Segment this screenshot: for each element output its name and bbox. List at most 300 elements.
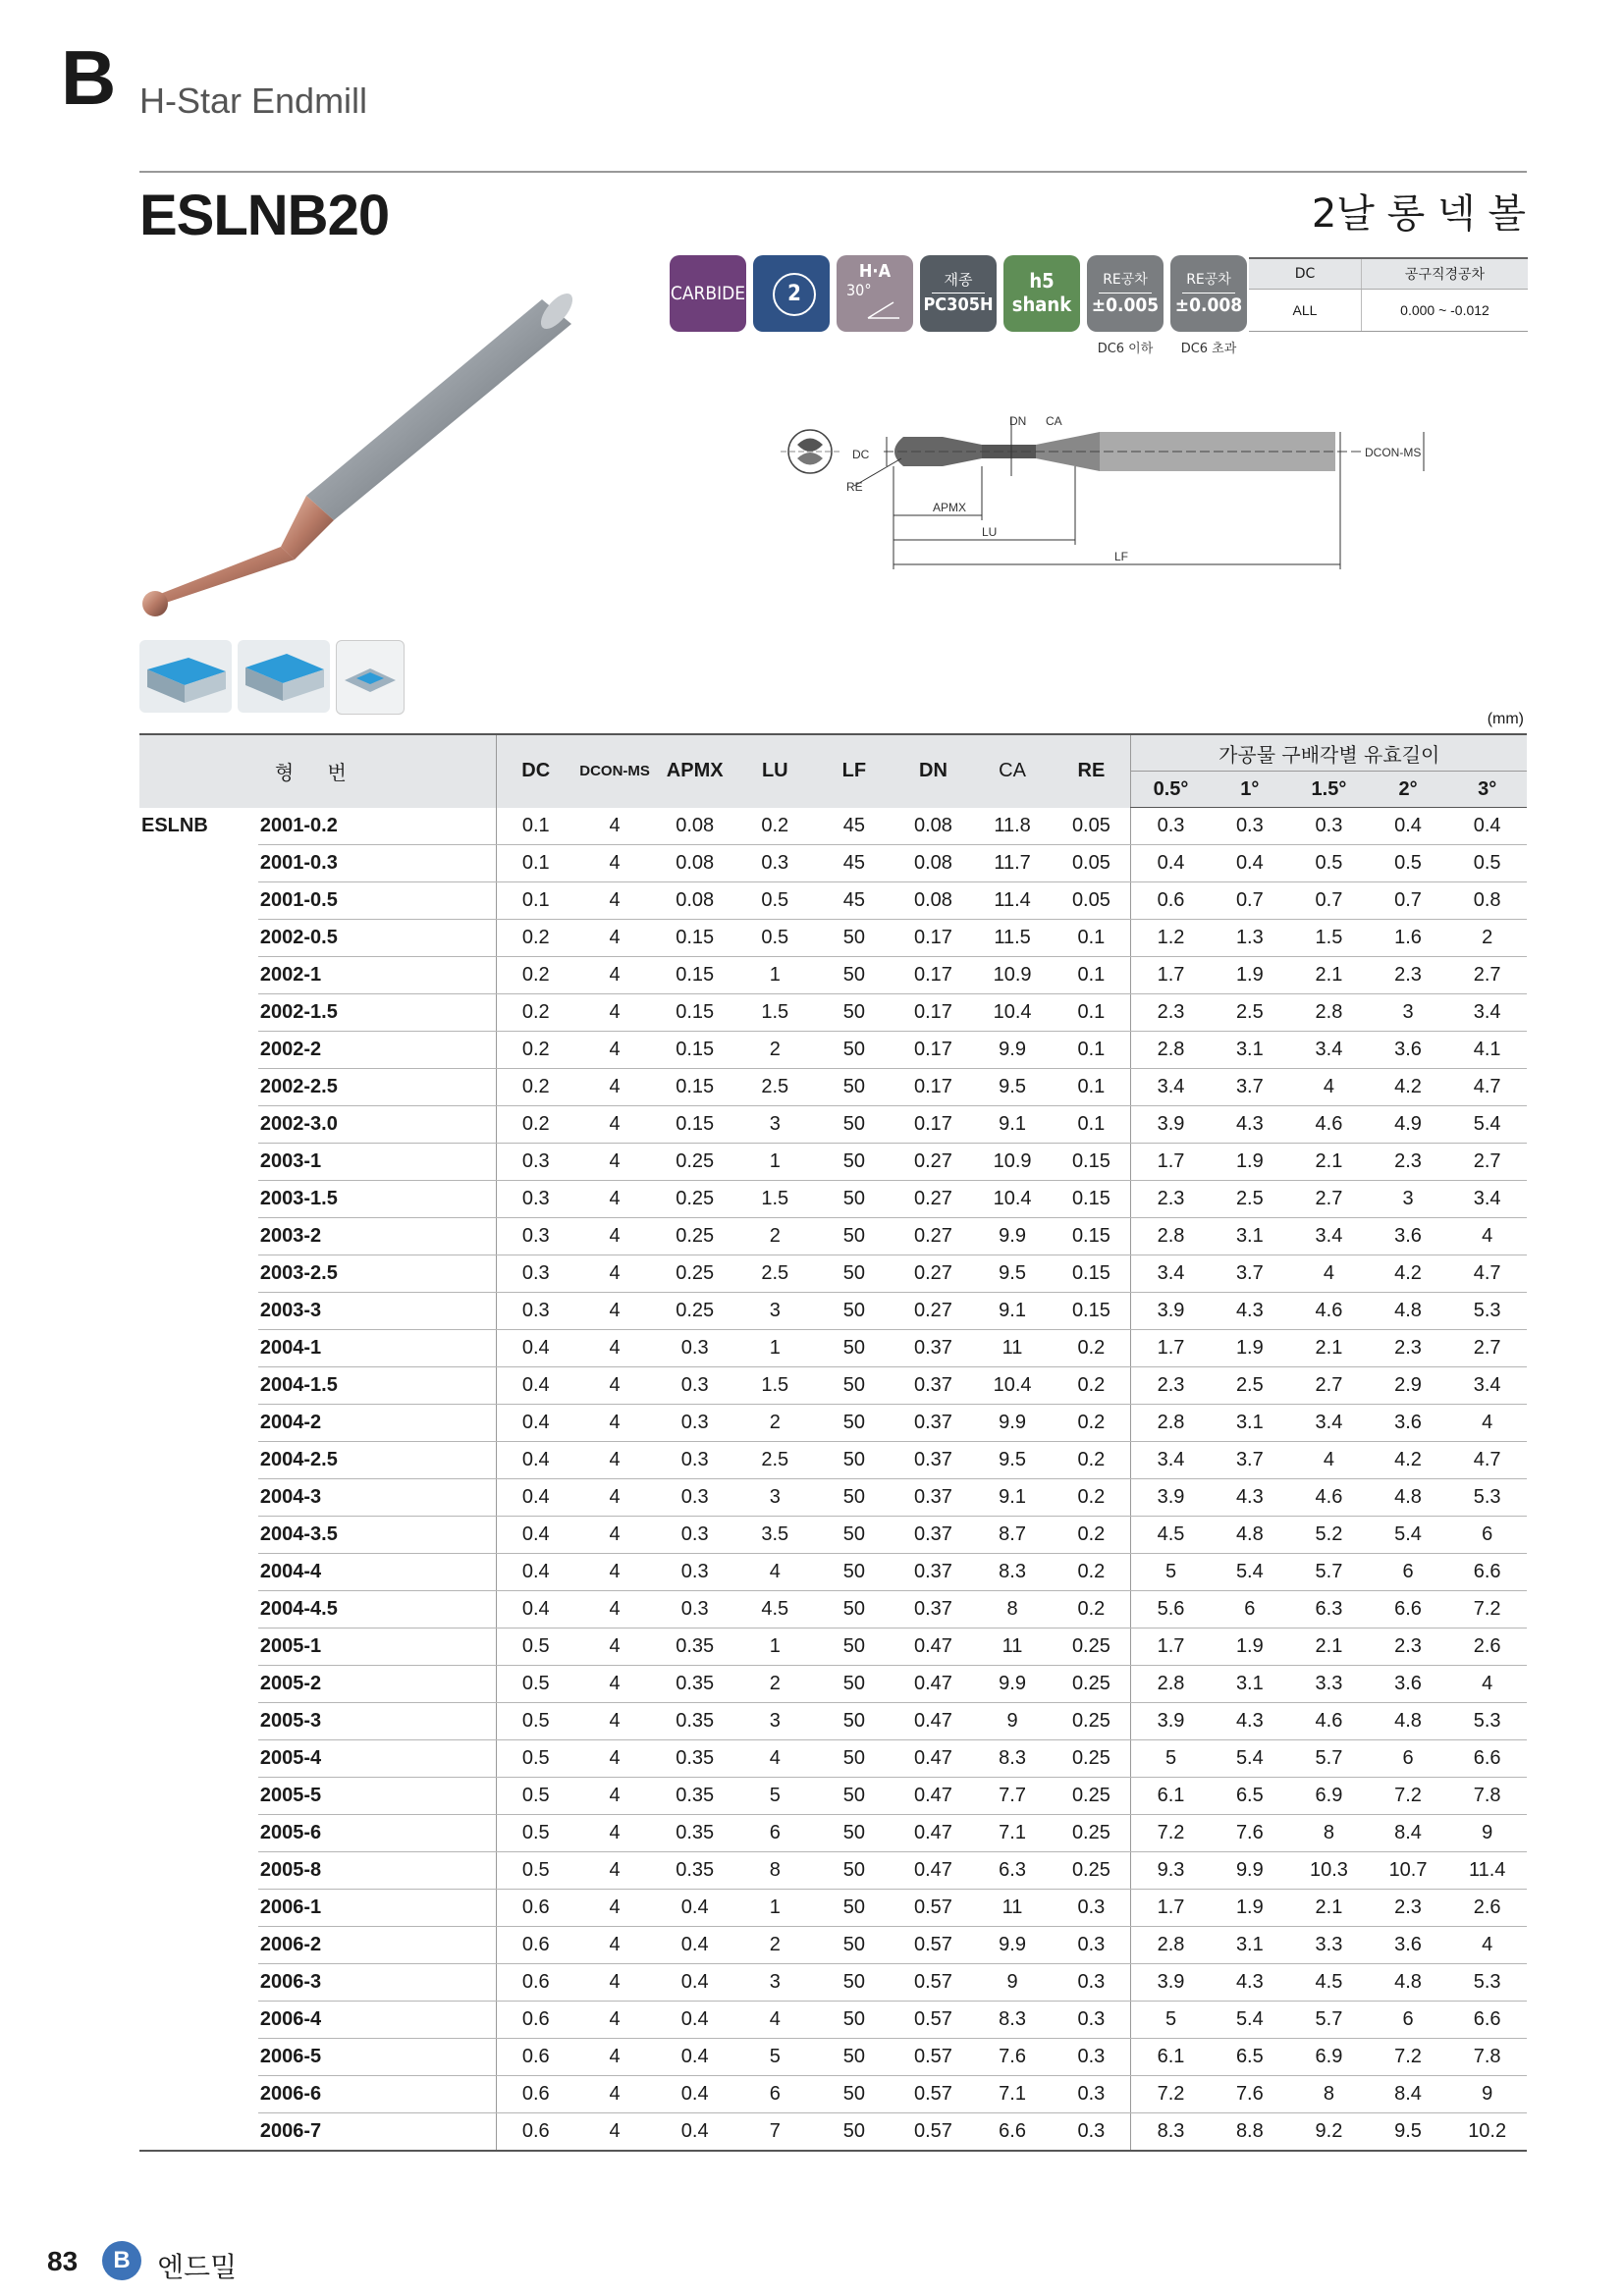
table-cell: 50	[815, 1106, 894, 1144]
table-cell: 8.4	[1369, 1815, 1448, 1852]
model-code: 2006-1	[258, 1890, 496, 1927]
table-cell: 0.3	[654, 1479, 735, 1517]
table-row	[139, 1778, 1527, 1815]
table-cell: 0.08	[893, 845, 973, 882]
table-cell: 0.15	[1052, 1218, 1131, 1255]
diagram-label-re: RE	[846, 480, 863, 494]
table-cell: 4	[1289, 1069, 1369, 1106]
table-cell: 0.08	[654, 808, 735, 845]
table-cell: 8.3	[973, 1740, 1053, 1778]
table-cell: 4	[575, 1815, 655, 1852]
table-cell: 0.3	[1052, 2076, 1131, 2113]
table-row	[139, 1255, 1527, 1293]
table-cell: 0.4	[496, 1591, 575, 1629]
table-cell: 2.3	[1369, 1890, 1448, 1927]
table-cell: 2.5	[735, 1255, 815, 1293]
table-row	[139, 882, 1527, 920]
table-cell: 0.2	[1052, 1405, 1131, 1442]
table-cell: 0.25	[1052, 1852, 1131, 1890]
table-cell: 2.3	[1369, 957, 1448, 994]
table-cell: 6.9	[1289, 2039, 1369, 2076]
table-row	[139, 1442, 1527, 1479]
model-prefix	[139, 845, 258, 882]
table-row	[139, 2039, 1527, 2076]
table-cell: 3.3	[1289, 1666, 1369, 1703]
table-cell: 2.3	[1369, 1330, 1448, 1367]
table-cell: 5.7	[1289, 1554, 1369, 1591]
model-prefix	[139, 1890, 258, 1927]
table-cell: 10.4	[973, 994, 1053, 1032]
table-cell: 2.3	[1369, 1629, 1448, 1666]
model-code: 2006-3	[258, 1964, 496, 2002]
table-cell: 0.25	[1052, 1778, 1131, 1815]
table-cell: 5.4	[1447, 1106, 1527, 1144]
table-cell: 0.25	[1052, 1629, 1131, 1666]
table-cell: 0.57	[893, 2113, 973, 2152]
table-cell: 2.8	[1131, 1405, 1211, 1442]
table-cell: 3.9	[1131, 1703, 1211, 1740]
table-cell: 7.6	[1211, 1815, 1290, 1852]
table-cell: 4.5	[1131, 1517, 1211, 1554]
table-cell: 4	[735, 2002, 815, 2039]
table-cell: 0.4	[654, 2002, 735, 2039]
table-cell: 0.08	[654, 845, 735, 882]
header-model: 형 번	[139, 734, 496, 808]
table-cell: 4.3	[1211, 1964, 1290, 2002]
table-cell: 6.9	[1289, 1778, 1369, 1815]
table-cell: 0.3	[496, 1293, 575, 1330]
table-row	[139, 845, 1527, 882]
table-cell: 6	[735, 2076, 815, 2113]
table-cell: 4	[575, 2002, 655, 2039]
table-cell: 0.47	[893, 1815, 973, 1852]
table-cell: 2.3	[1131, 1181, 1211, 1218]
table-cell: 0.1	[496, 845, 575, 882]
table-cell: 4	[575, 1479, 655, 1517]
table-cell: 0.08	[893, 808, 973, 845]
table-cell: 4.1	[1447, 1032, 1527, 1069]
table-cell: 9.9	[973, 1405, 1053, 1442]
unit-label: (mm)	[1487, 711, 1524, 727]
model-prefix	[139, 1405, 258, 1442]
table-cell: 50	[815, 1964, 894, 2002]
table-cell: 0.27	[893, 1293, 973, 1330]
dimension-diagram	[776, 407, 1453, 584]
table-cell: 0.25	[654, 1218, 735, 1255]
table-cell: 50	[815, 1703, 894, 1740]
table-cell: 4.8	[1369, 1964, 1448, 2002]
table-cell: 4	[575, 957, 655, 994]
table-cell: 50	[815, 1293, 894, 1330]
table-row	[139, 1554, 1527, 1591]
table-row	[139, 1890, 1527, 1927]
table-cell: 4	[575, 1554, 655, 1591]
table-cell: 4	[575, 2076, 655, 2113]
table-cell: 4	[1289, 1255, 1369, 1293]
header-apmx: APMX	[654, 734, 735, 808]
section-circle-badge: B	[102, 2241, 141, 2280]
model-prefix	[139, 1442, 258, 1479]
table-cell: 4	[575, 1703, 655, 1740]
table-cell: 0.17	[893, 957, 973, 994]
table-row	[139, 957, 1527, 994]
table-row	[139, 1815, 1527, 1852]
table-cell: 0.2	[496, 1032, 575, 1069]
table-cell: 0.37	[893, 1517, 973, 1554]
tol-header-tolerance: 공구직경공차	[1362, 258, 1529, 290]
table-cell: 4	[575, 1517, 655, 1554]
table-cell: 50	[815, 957, 894, 994]
table-row	[139, 1703, 1527, 1740]
table-cell: 0.37	[893, 1554, 973, 1591]
table-cell: 0.37	[893, 1405, 973, 1442]
model-prefix	[139, 1218, 258, 1255]
model-code: 2003-1.5	[258, 1181, 496, 1218]
table-cell: 50	[815, 1181, 894, 1218]
table-cell: 0.3	[654, 1367, 735, 1405]
table-cell: 3.9	[1131, 1106, 1211, 1144]
table-cell: 5.3	[1447, 1479, 1527, 1517]
model-prefix	[139, 1144, 258, 1181]
table-cell: 0.3	[654, 1517, 735, 1554]
model-code: 2002-0.5	[258, 920, 496, 957]
table-cell: 5.2	[1289, 1517, 1369, 1554]
table-cell: 0.5	[496, 1852, 575, 1890]
model-prefix	[139, 957, 258, 994]
table-row	[139, 1740, 1527, 1778]
table-cell: 1	[735, 1330, 815, 1367]
table-cell: 0.17	[893, 1032, 973, 1069]
table-cell: 0.47	[893, 1629, 973, 1666]
table-cell: 0.27	[893, 1218, 973, 1255]
table-cell: 4.8	[1369, 1479, 1448, 1517]
table-cell: 0.3	[1052, 2039, 1131, 2076]
table-cell: 0.1	[1052, 957, 1131, 994]
page-number: 83	[47, 2246, 79, 2276]
table-cell: 0.3	[496, 1255, 575, 1293]
spec-table	[139, 733, 1527, 2152]
table-cell: 4	[575, 1778, 655, 1815]
model-code: 2004-4.5	[258, 1591, 496, 1629]
header-dcon: DCON-MS	[575, 734, 655, 808]
endmill-product-image	[137, 280, 589, 633]
table-cell: 10.4	[973, 1181, 1053, 1218]
table-cell: 0.37	[893, 1442, 973, 1479]
table-cell: 5	[735, 2039, 815, 2076]
table-cell: 0.5	[1369, 845, 1448, 882]
helix-badge	[837, 255, 913, 332]
table-cell: 50	[815, 1032, 894, 1069]
re-tolerance-badge-small	[1087, 255, 1164, 332]
table-cell: 0.35	[654, 1703, 735, 1740]
table-cell: 0.47	[893, 1740, 973, 1778]
table-cell: 7.2	[1369, 2039, 1448, 2076]
table-cell: 4	[575, 882, 655, 920]
model-prefix	[139, 1293, 258, 1330]
table-cell: 50	[815, 920, 894, 957]
table-cell: 4	[575, 1852, 655, 1890]
table-cell: 0.3	[654, 1405, 735, 1442]
table-cell: 10.7	[1369, 1852, 1448, 1890]
model-prefix	[139, 1554, 258, 1591]
table-cell: 0.2	[1052, 1479, 1131, 1517]
header-dc: DC	[496, 734, 575, 808]
table-cell: 4	[575, 1591, 655, 1629]
table-cell: 5.4	[1211, 1554, 1290, 1591]
table-cell: 2.5	[1211, 1367, 1290, 1405]
table-cell: 4	[575, 1106, 655, 1144]
table-cell: 3.4	[1289, 1032, 1369, 1069]
table-cell: 0.3	[1052, 2002, 1131, 2039]
table-cell: 0.5	[496, 1629, 575, 1666]
table-cell: 0.47	[893, 1778, 973, 1815]
table-cell: 50	[815, 1740, 894, 1778]
table-cell: 0.47	[893, 1703, 973, 1740]
table-cell: 3	[735, 1703, 815, 1740]
table-cell: 2.1	[1289, 957, 1369, 994]
table-cell: 1.6	[1369, 920, 1448, 957]
table-cell: 4	[575, 1442, 655, 1479]
table-cell: 0.57	[893, 1927, 973, 1964]
table-cell: 0.15	[1052, 1181, 1131, 1218]
model-prefix	[139, 1330, 258, 1367]
table-cell: 3.4	[1131, 1069, 1211, 1106]
model-prefix	[139, 2076, 258, 2113]
header-lu: LU	[735, 734, 815, 808]
table-cell: 2.6	[1447, 1629, 1527, 1666]
table-cell: 9.5	[973, 1069, 1053, 1106]
table-cell: 50	[815, 1218, 894, 1255]
table-cell: 0.4	[496, 1442, 575, 1479]
table-cell: 4.3	[1211, 1703, 1290, 1740]
table-cell: 0.3	[496, 1218, 575, 1255]
table-cell: 11.5	[973, 920, 1053, 957]
table-cell: 1.5	[735, 1181, 815, 1218]
coating-label: 재종	[944, 271, 973, 289]
table-cell: 4	[575, 1181, 655, 1218]
table-cell: 2	[1447, 920, 1527, 957]
model-code: 2003-1	[258, 1144, 496, 1181]
header-dn: DN	[893, 734, 973, 808]
table-cell: 4	[575, 1255, 655, 1293]
flute-badge	[753, 255, 830, 332]
model-code: 2003-2	[258, 1218, 496, 1255]
table-cell: 50	[815, 2113, 894, 2152]
re1-label: RE공차	[1103, 272, 1148, 288]
re2-label: RE공차	[1186, 272, 1231, 288]
table-cell: 0.5	[496, 1666, 575, 1703]
model-prefix	[139, 1517, 258, 1554]
table-cell: 4.6	[1289, 1703, 1369, 1740]
re-tolerance-badge-large	[1170, 255, 1247, 332]
table-cell: 0.4	[654, 1890, 735, 1927]
table-cell: 6.1	[1131, 2039, 1211, 2076]
model-prefix	[139, 2113, 258, 2152]
table-cell: 4	[575, 1964, 655, 2002]
table-cell: 4	[575, 1740, 655, 1778]
table-cell: 0.7	[1289, 882, 1369, 920]
model-prefix	[139, 1666, 258, 1703]
model-prefix	[139, 2002, 258, 2039]
header-lf: LF	[815, 734, 894, 808]
table-row	[139, 1591, 1527, 1629]
table-cell: 45	[815, 845, 894, 882]
table-cell: 4	[1289, 1442, 1369, 1479]
table-row	[139, 1367, 1527, 1405]
table-cell: 0.15	[654, 957, 735, 994]
table-cell: 1.3	[1211, 920, 1290, 957]
table-cell: 0.25	[654, 1144, 735, 1181]
table-cell: 1	[735, 1890, 815, 1927]
table-cell: 1.7	[1131, 1330, 1211, 1367]
table-cell: 2.1	[1289, 1144, 1369, 1181]
model-prefix	[139, 2039, 258, 2076]
model-code: 2005-1	[258, 1629, 496, 1666]
table-cell: 0.17	[893, 920, 973, 957]
table-cell: 6.5	[1211, 1778, 1290, 1815]
table-cell: 0.05	[1052, 808, 1131, 845]
table-cell: 9.1	[973, 1106, 1053, 1144]
table-cell: 10.2	[1447, 2113, 1527, 2152]
table-row	[139, 1106, 1527, 1144]
table-cell: 5.4	[1211, 1740, 1290, 1778]
table-cell: 3	[1369, 994, 1448, 1032]
header-angle-0-5: 0.5°	[1131, 772, 1211, 808]
table-cell: 4	[575, 1405, 655, 1442]
header-effective-length-group: 가공물 구배각별 유효길이	[1131, 734, 1527, 772]
table-cell: 2	[735, 1218, 815, 1255]
table-cell: 1.5	[735, 994, 815, 1032]
table-cell: 2.1	[1289, 1330, 1369, 1367]
table-cell: 0.4	[496, 1405, 575, 1442]
table-cell: 8	[1289, 1815, 1369, 1852]
table-cell: 2.8	[1131, 1666, 1211, 1703]
table-cell: 3.6	[1369, 1032, 1448, 1069]
table-cell: 0.4	[496, 1554, 575, 1591]
table-cell: 3.5	[735, 1517, 815, 1554]
table-cell: 0.6	[496, 2039, 575, 2076]
table-cell: 7.2	[1447, 1591, 1527, 1629]
table-cell: 10.4	[973, 1367, 1053, 1405]
table-cell: 0.4	[496, 1367, 575, 1405]
table-cell: 0.15	[654, 994, 735, 1032]
table-row	[139, 1517, 1527, 1554]
table-cell: 7.2	[1369, 1778, 1448, 1815]
tol-cell-dc: ALL	[1249, 290, 1362, 332]
table-cell: 4	[1447, 1666, 1527, 1703]
table-cell: 2.3	[1131, 1367, 1211, 1405]
table-cell: 50	[815, 1666, 894, 1703]
table-cell: 4	[735, 1740, 815, 1778]
shank-top: h5	[1029, 269, 1055, 293]
table-cell: 3.1	[1211, 1405, 1290, 1442]
table-cell: 9	[1447, 2076, 1527, 2113]
table-cell: 6.6	[1447, 1554, 1527, 1591]
table-cell: 1.9	[1211, 957, 1290, 994]
table-cell: 7.8	[1447, 2039, 1527, 2076]
model-description: 2날 롱 넥 볼	[1311, 191, 1526, 237]
table-cell: 2	[735, 1405, 815, 1442]
table-cell: 8.3	[973, 2002, 1053, 2039]
table-cell: 3.7	[1211, 1255, 1290, 1293]
table-cell: 50	[815, 1517, 894, 1554]
table-cell: 2.6	[1447, 1890, 1527, 1927]
model-code: 2004-4	[258, 1554, 496, 1591]
model-code: 2006-2	[258, 1927, 496, 1964]
table-row	[139, 1964, 1527, 2002]
model-prefix	[139, 1815, 258, 1852]
table-cell: 4	[575, 1330, 655, 1367]
model-prefix	[139, 1479, 258, 1517]
table-cell: 4	[575, 1293, 655, 1330]
header-divider	[139, 171, 1527, 173]
table-cell: 0.3	[496, 1181, 575, 1218]
model-code: 2002-1	[258, 957, 496, 994]
table-cell: 0.15	[654, 920, 735, 957]
table-cell: 0.3	[654, 1591, 735, 1629]
tol-header-dc: DC	[1249, 258, 1362, 290]
table-cell: 9	[973, 1964, 1053, 2002]
model-code: 2005-2	[258, 1666, 496, 1703]
table-cell: 4.8	[1211, 1517, 1290, 1554]
helix-angle-icon	[866, 298, 901, 322]
model-code: 2005-6	[258, 1815, 496, 1852]
helix-label: H·A	[858, 261, 892, 282]
table-cell: 9.5	[973, 1442, 1053, 1479]
table-row	[139, 1666, 1527, 1703]
table-cell: 50	[815, 1330, 894, 1367]
shank-badge	[1003, 255, 1080, 332]
table-row	[139, 2002, 1527, 2039]
diagram-label-ca: CA	[1046, 414, 1062, 428]
table-cell: 2	[735, 1666, 815, 1703]
pocket-application-icon	[336, 640, 405, 715]
table-cell: 3.6	[1369, 1405, 1448, 1442]
table-cell: 4	[575, 808, 655, 845]
table-cell: 0.1	[1052, 1032, 1131, 1069]
table-cell: 45	[815, 882, 894, 920]
table-cell: 0.2	[496, 957, 575, 994]
table-cell: 1.5	[735, 1367, 815, 1405]
table-cell: 10.3	[1289, 1852, 1369, 1890]
table-cell: 0.37	[893, 1367, 973, 1405]
model-prefix	[139, 1703, 258, 1740]
model-code: 2001-0.5	[258, 882, 496, 920]
slotting-application-icon	[139, 640, 232, 713]
table-cell: 2.9	[1369, 1367, 1448, 1405]
table-cell: 50	[815, 1255, 894, 1293]
table-cell: 3.1	[1211, 1927, 1290, 1964]
model-prefix	[139, 1255, 258, 1293]
table-row	[139, 1629, 1527, 1666]
table-cell: 50	[815, 1815, 894, 1852]
table-cell: 0.2	[735, 808, 815, 845]
table-cell: 0.05	[1052, 845, 1131, 882]
table-row	[139, 808, 1527, 845]
table-cell: 0.47	[893, 1666, 973, 1703]
table-cell: 0.35	[654, 1778, 735, 1815]
table-cell: 2.7	[1447, 1144, 1527, 1181]
table-cell: 0.6	[496, 1890, 575, 1927]
table-cell: 0.25	[654, 1293, 735, 1330]
re1-note: DC6 이하	[1097, 342, 1154, 356]
table-cell: 4.2	[1369, 1069, 1448, 1106]
coating-divider	[932, 293, 985, 294]
table-cell: 4.8	[1369, 1293, 1448, 1330]
table-row	[139, 1852, 1527, 1890]
table-cell: 4.7	[1447, 1442, 1527, 1479]
table-cell: 50	[815, 1591, 894, 1629]
